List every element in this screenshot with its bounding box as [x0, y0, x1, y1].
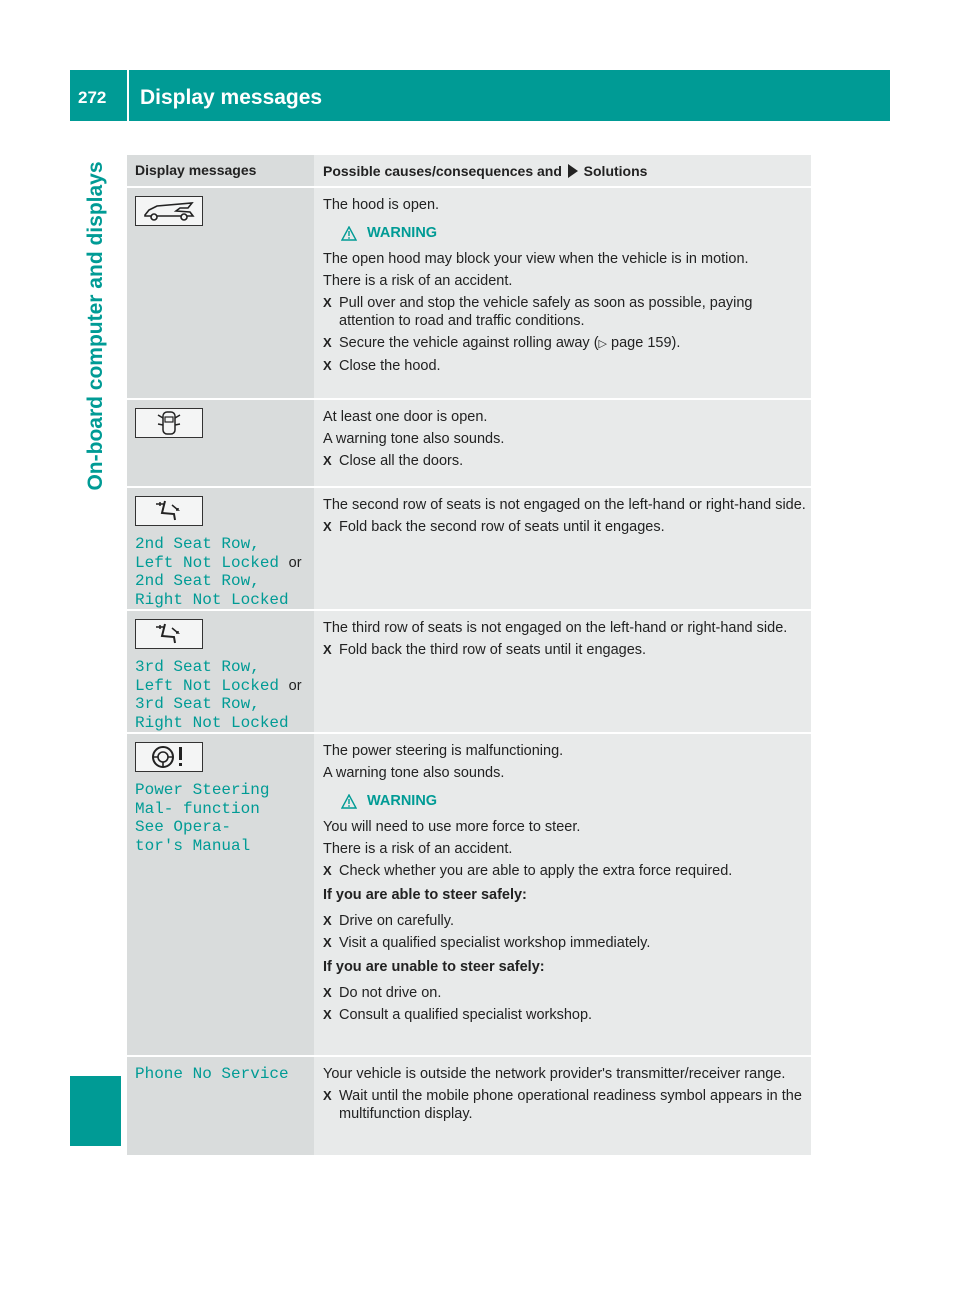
table-row: 2nd Seat Row, Left Not Locked or 2nd Seat Row, Right Not Locked The second row of seats is not engaged on the left-hand or right-hand side. X Fold back the second row of seats until it engages.: [127, 488, 811, 611]
table-row: Power Steering Mal‐ function See Opera‐ tor's Manual The power steering is malfunctioning. A warning tone also sounds. WARNING You will need to use more force to steer. There is a risk of an accident. X Check whether you are able to apply the extra force required. If you are able to steer safely: X Drive on carefully. X Visit a qualified specialist workshop immediately. If you are unable to steer safely: X Do not drive on. X Consult a qualified specialist workshop.: [127, 734, 811, 1057]
instruction-step: X Close all the doors.: [323, 453, 464, 469]
subheading: If you are able to steer safely:: [323, 887, 527, 903]
side-tab: [70, 121, 121, 1284]
instruction-step: X Drive on carefully.: [323, 913, 454, 929]
warning-triangle-icon: [341, 794, 357, 809]
arrow-right-icon: [568, 164, 578, 178]
col-header-causes: Possible causes/consequences and Solutions: [314, 155, 811, 186]
display-text: 2nd Seat Row, Left Not Locked: [135, 535, 280, 572]
warning-triangle-icon: [341, 226, 357, 241]
instruction-step: X Do not drive on.: [323, 985, 442, 1001]
instruction-step: X Visit a qualified specialist workshop immediately.: [323, 935, 651, 951]
instruction-step: X Secure the vehicle against rolling away (▷ page 159).: [323, 335, 681, 351]
table-row: The hood is open. WARNING The open hood may block your view when the vehicle is in motion. There is a risk of an accident. X Pull over and stop the vehicle safely as soon as possible, paying attention to road and traffic conditions. X Secure the vehicle against rolling away (▷ page 159). X Close the hood.: [127, 188, 811, 400]
page-number: 272: [78, 88, 107, 107]
seat-icon: [135, 496, 203, 526]
instruction-step: X Check whether you are able to apply the extra force required.: [323, 863, 733, 879]
instruction-step: X Pull over and stop the vehicle safely as soon as possible, paying attention to road and traffic conditions.: [323, 295, 753, 329]
seat-icon: [135, 619, 203, 649]
table-row: Phone No Service Your vehicle is outside the network provider's transmitter/receiver range. X Wait until the mobile phone operational readiness symbol appears in the multifunction display.: [127, 1057, 811, 1155]
page-header: [70, 70, 890, 121]
table-row: At least one door is open. A warning tone also sounds. X Close all the doors.: [127, 400, 811, 488]
display-text: 3rd Seat Row, Right Not Locked: [135, 695, 289, 732]
side-tab-label: On-board computer and displays: [83, 161, 107, 491]
display-messages-table: [127, 155, 811, 1155]
page-title: Display messages: [140, 86, 323, 109]
display-text: 2nd Seat Row, Right Not Locked: [135, 572, 289, 609]
warning-heading: WARNING: [341, 792, 807, 810]
instruction-step: X Close the hood.: [323, 358, 441, 374]
steering-warning-icon: [135, 742, 203, 772]
table-header-row: [127, 155, 811, 188]
instruction-step: X Wait until the mobile phone operational readiness symbol appears in the multifunction display.: [323, 1088, 802, 1122]
door-open-icon: [135, 408, 203, 438]
display-text: Phone No Service: [135, 1065, 289, 1083]
col-header-display-messages: Display messages: [127, 155, 314, 186]
instruction-step: X Fold back the third row of seats until it engages.: [323, 642, 647, 658]
instruction-step: X Fold back the second row of seats until it engages.: [323, 519, 665, 535]
display-text: Power Steering Mal‐ function See Opera‐ tor's Manual: [135, 781, 270, 855]
hood-open-icon: [135, 196, 203, 226]
page-ref-icon: ▷: [598, 338, 607, 350]
side-tab-marker: [70, 1076, 121, 1146]
table-row: 3rd Seat Row, Left Not Locked or 3rd Seat Row, Right Not Locked The third row of seats is not engaged on the left-hand or right-hand side. X Fold back the third row of seats until it engages.: [127, 611, 811, 734]
subheading: If you are unable to steer safely:: [323, 959, 545, 975]
header-divider: [127, 70, 129, 121]
instruction-step: X Consult a qualified specialist workshop.: [323, 1007, 593, 1023]
display-text: 3rd Seat Row, Left Not Locked: [135, 658, 280, 695]
warning-heading: WARNING: [341, 224, 807, 242]
